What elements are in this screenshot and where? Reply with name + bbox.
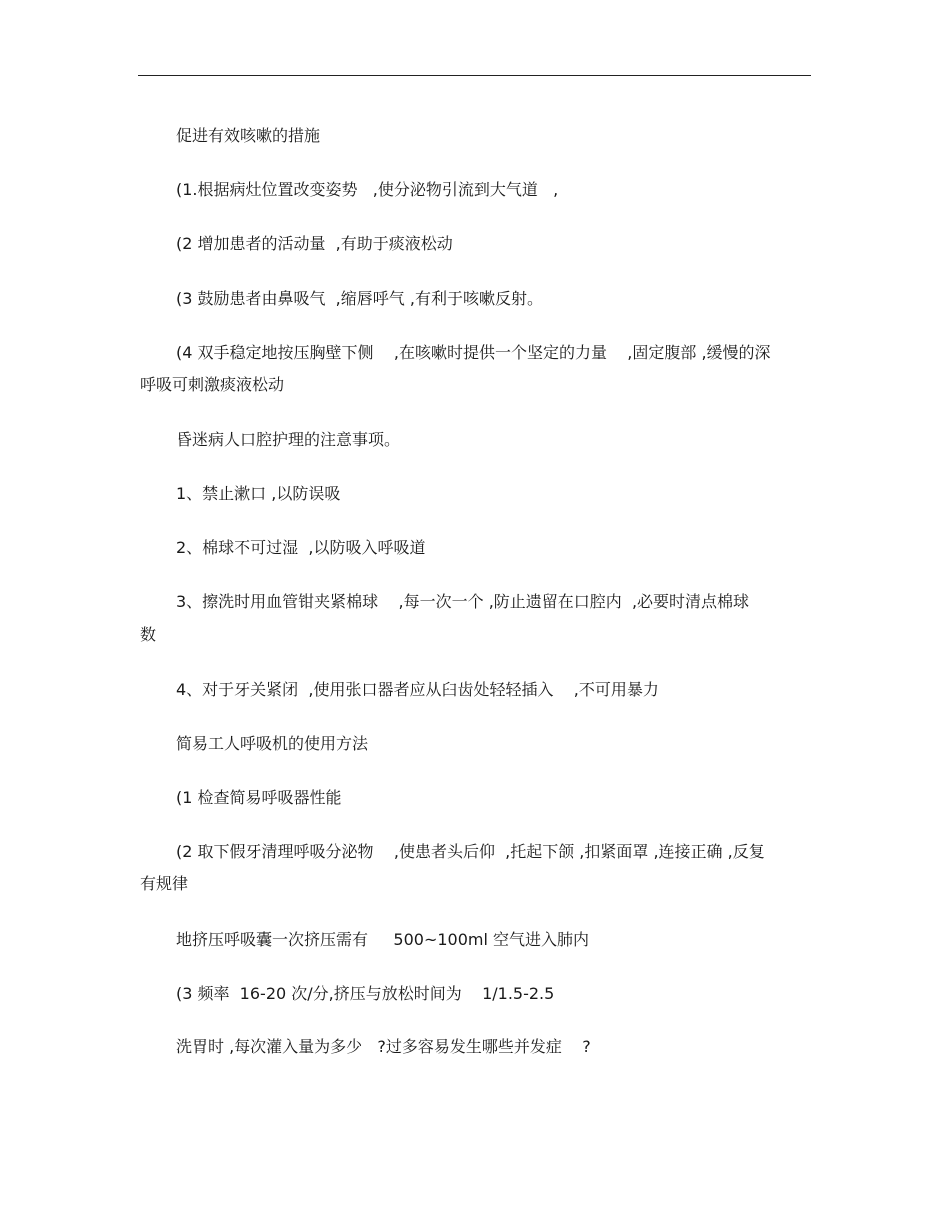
respirator-item-1: (1 检查简易呼吸器性能 <box>176 788 342 807</box>
respirator-item-2-continued: 有规律 <box>140 874 189 893</box>
cough-item-4: (4 双手稳定地按压胸壁下侧 ,在咳嗽时提供一个坚定的力量 ,固定腹部 ,缓慢的深 <box>176 343 771 362</box>
oral-care-item-4: 4、对于牙关紧闭 ,使用张口器者应从臼齿处轻轻插入 ,不可用暴力 <box>176 680 659 699</box>
cough-item-4-continued: 呼吸可刺激痰液松动 <box>140 375 285 394</box>
heading-oral-care: 昏迷病人口腔护理的注意事项。 <box>176 430 401 449</box>
header-rule <box>138 75 811 76</box>
cough-item-2: (2 增加患者的活动量 ,有助于痰液松动 <box>176 234 453 253</box>
oral-care-item-2: 2、棉球不可过湿 ,以防吸入呼吸道 <box>176 538 426 557</box>
respirator-item-2: (2 取下假牙清理呼吸分泌物 ,使患者头后仰 ,托起下颌 ,扣紧面罩 ,连接正确 ,反复 <box>176 842 765 861</box>
oral-care-item-1: 1、禁止漱口 ,以防误吸 <box>176 484 341 503</box>
cough-item-1: (1.根据病灶位置改变姿势 ,使分泌物引流到大气道 , <box>176 180 559 199</box>
cough-item-3: (3 鼓励患者由鼻吸气 ,缩唇呼气 ,有利于咳嗽反射。 <box>176 289 543 308</box>
heading-gastric-lavage: 洗胃时 ,每次灌入量为多少 ?过多容易发生哪些并发症 ? <box>176 1037 591 1056</box>
respirator-squeeze-volume: 地挤压呼吸囊一次挤压需有 500~100ml 空气进入肺内 <box>176 930 590 949</box>
oral-care-item-3: 3、擦洗时用血管钳夹紧棉球 ,每一次一个 ,防止遗留在口腔内 ,必要时清点棉球 <box>176 592 750 611</box>
oral-care-item-3-continued: 数 <box>140 625 157 644</box>
heading-cough-measures: 促进有效咳嗽的措施 <box>176 126 321 145</box>
heading-respirator: 简易工人呼吸机的使用方法 <box>176 734 369 753</box>
respirator-item-3: (3 频率 16-20 次/分,挤压与放松时间为 1/1.5-2.5 <box>176 984 555 1003</box>
